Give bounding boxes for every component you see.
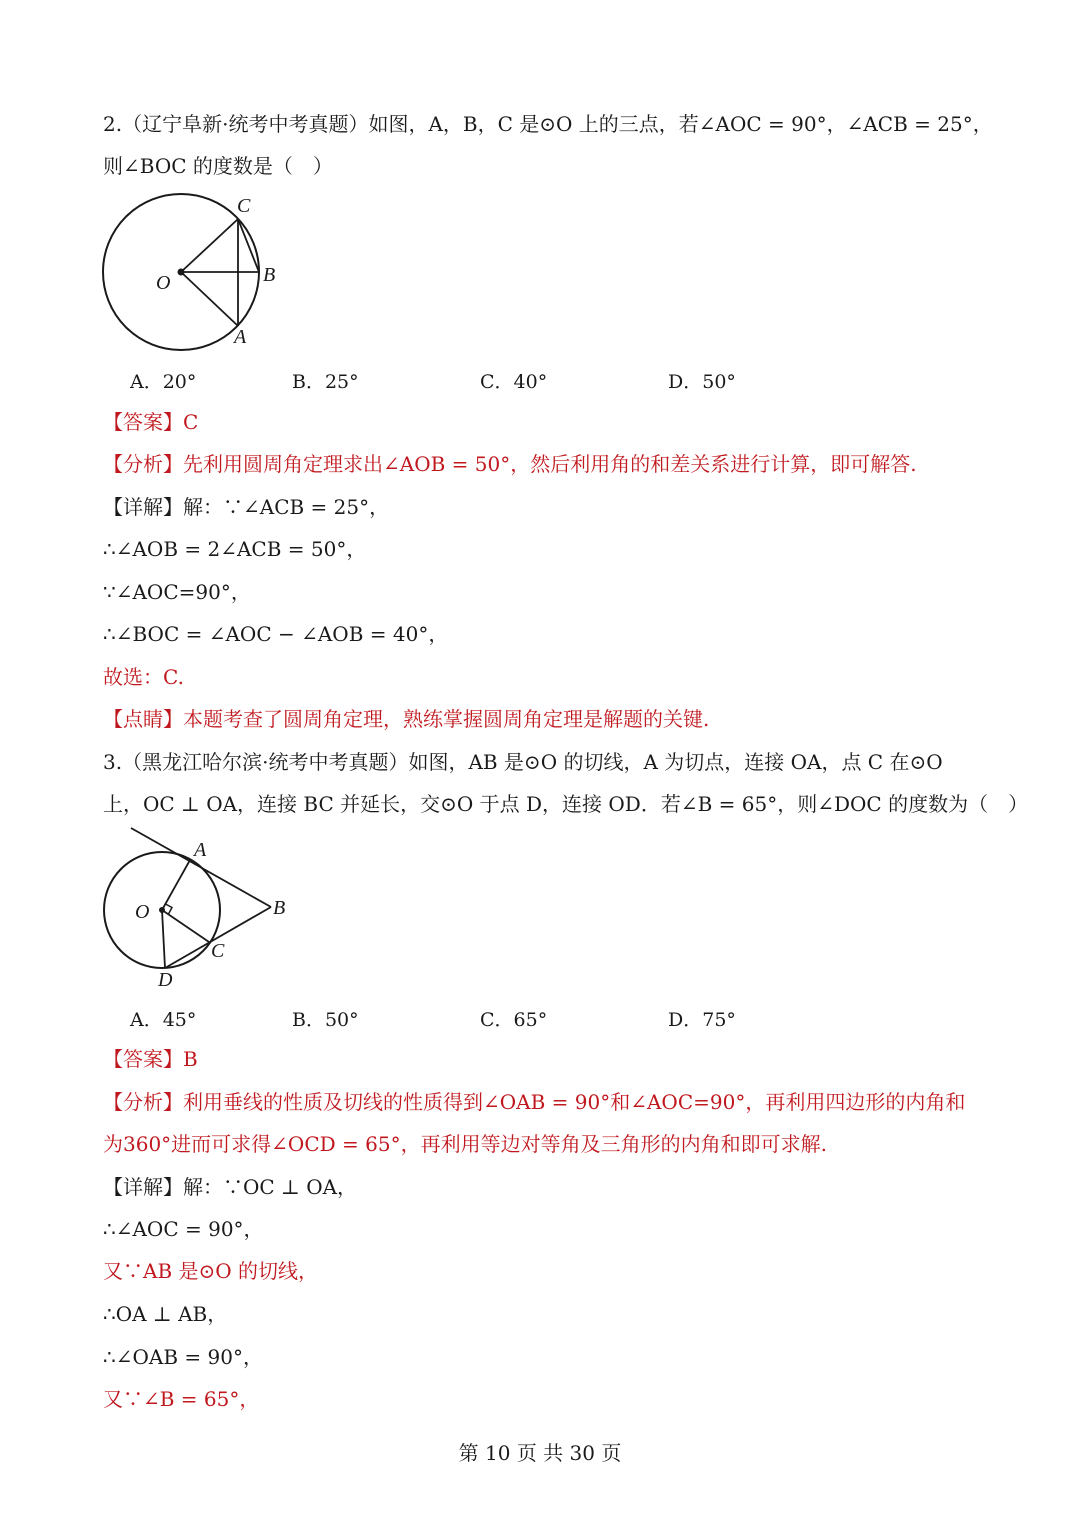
q3-segment-oc <box>162 910 209 942</box>
q2-analysis: 【分析】先利用圆周角定理求出∠AOB = 50°，然后利用角的和差关系进行计算，即可解答. <box>103 452 917 476</box>
q3-label-c: C <box>211 940 225 962</box>
q2-option-d: D．50° <box>668 371 736 393</box>
q3-stem-line2: 上，OC ⊥ OA，连接 BC 并延长，交⊙O 于点 D，连接 OD．若∠B = 65°，则∠DOC 的度数为（ ） <box>103 792 1029 816</box>
q2-segment-oc <box>181 219 238 272</box>
q3-option-b: B．50° <box>292 1009 359 1031</box>
page-footer: 第 10 页 共 30 页 <box>458 1441 622 1465</box>
q2-stem-line1: 2.（辽宁阜新·统考中考真题）如图，A，B，C 是⊙O 上的三点，若∠AOC = 90°，∠ACB = 25°， <box>103 112 993 136</box>
q2-center-dot <box>178 269 185 276</box>
q2-option-b: B．25° <box>292 371 359 393</box>
q2-option-c: C．40° <box>480 371 548 393</box>
q2-label-c: C <box>237 195 251 217</box>
q2-label-o: O <box>156 272 171 294</box>
q3-tangent-figure <box>95 823 300 993</box>
q3-detail-line2: ∴∠AOC = 90°， <box>103 1217 264 1241</box>
q2-detail-line3: ∵∠AOC=90°， <box>103 580 251 604</box>
q3-label-o: O <box>135 901 150 923</box>
q3-analysis-line2: 为360°进而可求得∠OCD = 65°，再利用等边对等角及三角形的内角和即可求解. <box>103 1132 827 1156</box>
q3-stem-line1: 3.（黑龙江哈尔滨·统考中考真题）如图，AB 是⊙O 的切线，A 为切点，连接 OA，点 C 在⊙O <box>103 750 943 774</box>
q2-answer: 【答案】C <box>103 410 199 434</box>
q2-detail-line5: 故选：C. <box>103 665 184 689</box>
q3-label-b: B <box>273 897 286 919</box>
q2-detail-line1: 【详解】解：∵∠ACB = 25°， <box>103 495 390 519</box>
q3-label-a: A <box>194 839 207 861</box>
q2-circle-figure <box>95 190 295 355</box>
q3-option-a: A．45° <box>130 1009 197 1031</box>
q3-option-d: D．75° <box>668 1009 736 1031</box>
q3-detail-line4: ∴OA ⊥ AB， <box>103 1302 228 1326</box>
q3-detail-line1: 【详解】解：∵OC ⊥ OA， <box>103 1175 358 1199</box>
q2-segment-cb <box>238 219 259 272</box>
q3-segment-oa <box>162 860 190 910</box>
q3-option-c: C．65° <box>480 1009 548 1031</box>
q2-segment-oa <box>181 272 238 326</box>
q2-option-a: A．20° <box>130 371 197 393</box>
q3-answer: 【答案】B <box>103 1047 198 1071</box>
q2-detail-line4: ∴∠BOC = ∠AOC − ∠AOB = 40°， <box>103 622 449 646</box>
q2-label-b: B <box>263 264 276 286</box>
q2-point: 【点睛】本题考查了圆周角定理，熟练掌握圆周角定理是解题的关键. <box>103 707 710 731</box>
q3-center-dot <box>159 907 165 913</box>
q2-stem-line2: 则∠BOC 的度数是（ ） <box>103 154 333 178</box>
q3-detail-line6: 又∵∠B = 65°， <box>103 1387 260 1411</box>
q2-detail-line2: ∴∠AOB = 2∠ACB = 50°， <box>103 537 367 561</box>
q3-label-d: D <box>158 969 173 991</box>
q3-segment-od <box>162 910 165 968</box>
q3-detail-line3: 又∵AB 是⊙O 的切线， <box>103 1259 319 1283</box>
q3-analysis-line1: 【分析】利用垂线的性质及切线的性质得到∠OAB = 90°和∠AOC=90°，再利用四边形的内角和 <box>103 1090 966 1114</box>
q2-label-a: A <box>234 326 247 348</box>
q3-detail-line5: ∴∠OAB = 90°， <box>103 1345 263 1369</box>
